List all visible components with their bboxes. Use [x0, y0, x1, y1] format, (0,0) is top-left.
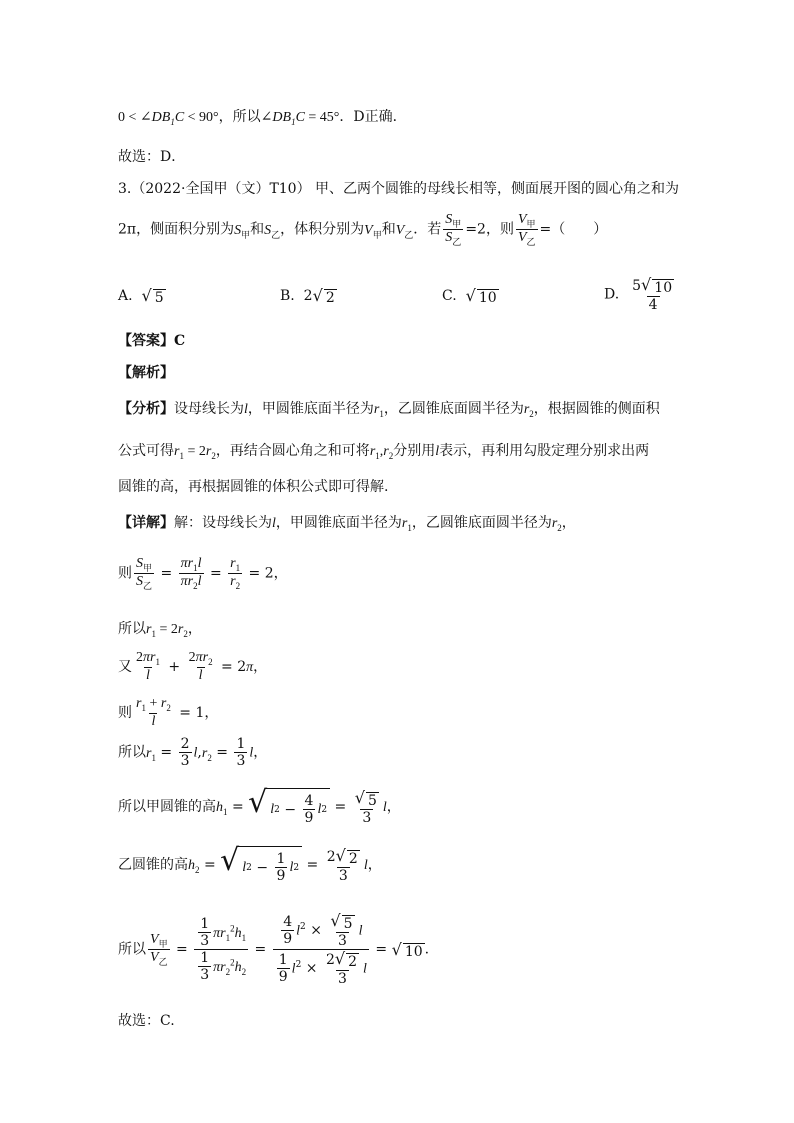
xiangjie-line1: 【详解】解：设母线长为l，甲圆锥底面半径为$r_1$，乙圆锥底面圆半径为$r_2$，	[118, 515, 576, 533]
step-height-yi: 乙圆锥的高$h_2$ = √ l 2 − $\frac{1}{9}$ l 2 = 2 √ 2 3 l，	[118, 843, 382, 885]
step-sum-ratio: 则 $\frac{r_1 + r_2}{l}$ = 1，	[118, 696, 219, 730]
option-d: D. 5 √ 10 4	[604, 275, 673, 314]
choose-d-text: 故选：D．	[118, 149, 186, 165]
choose-c-text: 故选：C.	[118, 1013, 175, 1029]
fenxi-line2: 公式可得$r_1 = 2r_2$，再结合圆心角之和可将$r_1,r_2$分别用l表示，再利用勾股定理分别求出两	[118, 443, 650, 461]
fenxi-line1: 【分析】设母线长为l，甲圆锥底面半径为$r_1$，乙圆锥底面圆半径为$r_2$，根据圆锥的侧面积	[118, 401, 660, 419]
step-radii-values: 所以$r_1$ = $\frac{2}{3}$ $l,r_2$ = $\frac{1}{3}$ l，	[118, 736, 268, 770]
step-ratio-area: 则 $\frac{S_甲}{S_乙}$ = $\frac{\pi r_1l}{\pi r_2l}$ = $\frac{r_1}{r_2}$ = 2，	[118, 556, 288, 591]
fenxi-line3: 圆锥的高，再根据圆锥的体积公式即可得解.	[118, 479, 389, 495]
step-height-jia: 所以甲圆锥的高$h_1$ = √ l 2 − $\frac{4}{9}$ l 2 = √ 5 3 l，	[118, 785, 401, 827]
step-r1-eq-2r2: 所以$r_1 = 2r_2$，	[118, 621, 202, 639]
step-volume-ratio: 所以 $\frac{V_甲}{V_乙}$ = $\frac{1}{3}$ $\pi r_1^2h_1$ $\frac{1}{3}$ $\pi r_2^2h_2$ = $\frac{4}{9}$ $l^2$ × √ 5 3 l $\frac{1}{9}$ $l^2$ × 2 √ 2 3 l = √ 10 .	[118, 911, 430, 988]
answer-label: 【答案】C	[118, 333, 186, 349]
step-angle-sum: 又 $\frac{2\pi r_1}{l}$ + $\frac{2\pi r_2}{l}$ = 2π，	[118, 650, 268, 684]
option-a: A. √ 5	[118, 286, 164, 306]
question-3-stem-line2: 2π，侧面积分别为$S_甲$和$S_乙$，体积分别为$V_甲$和$V_乙$．若 $\frac{S_甲}{S_乙}$ =2，则 $\frac{V_甲}{V_乙}$ =（ ）	[118, 212, 608, 247]
line-angle-conclusion: $0 < \angle DB_1C < 90^\circ$，所以$\angle DB_1C = 45^\circ$．D正确．	[118, 109, 407, 127]
analysis-label: 【解析】	[118, 365, 174, 381]
question-3-stem-line1: 3.（2022·全国甲（文）T10） 甲、乙两个圆锥的母线长相等，侧面展开图的圆心角之和为	[118, 181, 680, 197]
option-b: B. 2 √ 2	[280, 286, 335, 306]
option-c: C. √ 10	[442, 286, 497, 306]
